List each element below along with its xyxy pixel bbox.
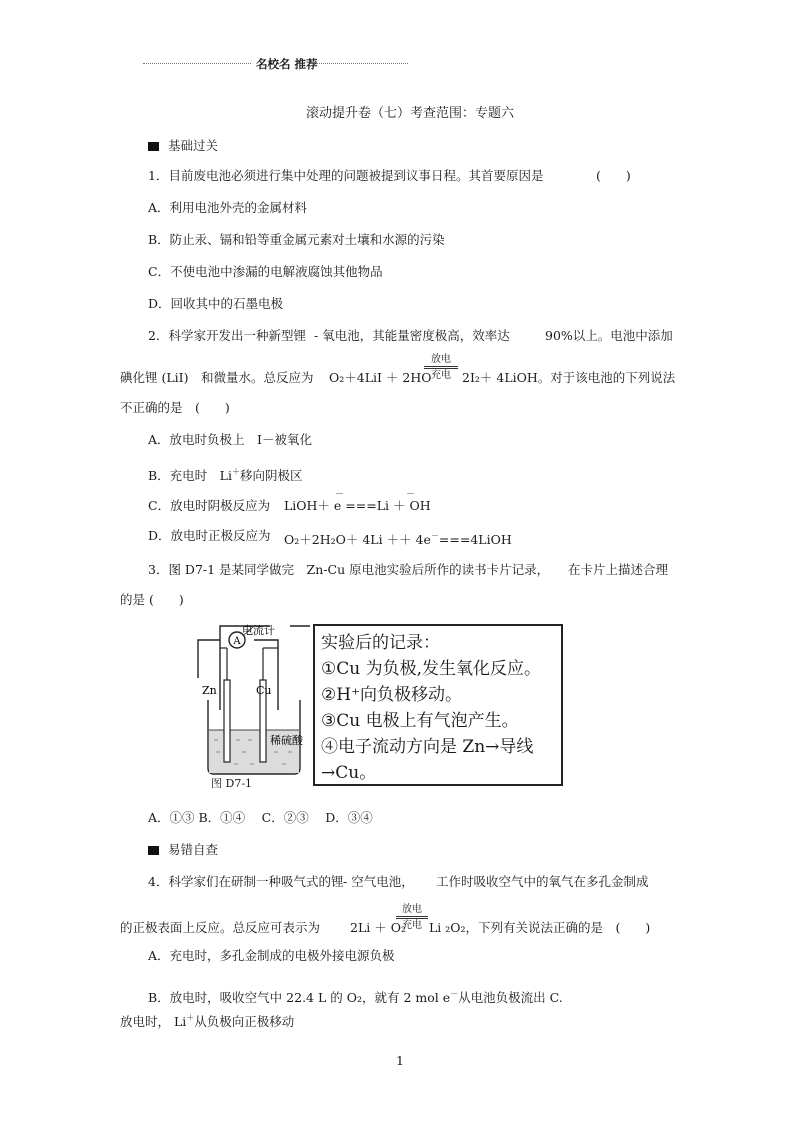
acid-label: 稀硫酸 xyxy=(270,734,303,747)
q2-line2-part1: 碘化锂 (LiI) 和微量水。总反应为 xyxy=(120,370,314,385)
q2-option-b-text1: B．充电时 Li xyxy=(148,468,232,483)
q2-line1-part2: - 氧电池，其能量密度极高，效率达 xyxy=(314,328,510,343)
q2-option-d-text1: O₂＋2H₂O＋ 4Li ＋＋ 4e xyxy=(284,532,431,547)
section-marker-icon xyxy=(148,142,159,151)
q4-line1-part1: 4．科学家们在研制一种吸气式的锂 xyxy=(148,874,344,889)
section-heading-error: 易错自查 xyxy=(168,842,219,857)
experiment-record-card xyxy=(313,624,563,786)
q2-option-b-text2: 移向阴极区 xyxy=(240,468,303,483)
q2-arrow-label-charge: 充电 xyxy=(431,370,451,381)
q4-arrow-label-discharge: 放电 xyxy=(402,904,422,915)
q4-reversible-arrow xyxy=(396,904,428,931)
q2-line1-part3: 90%以上。电池中添加 xyxy=(545,328,673,343)
q1-stem: 1．目前废电池必须进行集中处理的问题被提到议事日程。其首要原因是 xyxy=(148,168,544,183)
q4-option-b-sup: － xyxy=(450,989,459,998)
zn-label: Zn xyxy=(202,684,217,697)
q2-option-d-equation xyxy=(284,528,512,548)
ammeter-label: 电流计 xyxy=(242,624,275,637)
q4-option-c-text2: 从负极向正极移动 xyxy=(194,1014,295,1029)
q4-equation-right: Li ₂O₂，下列有关说法正确的是 ( ) xyxy=(429,920,651,935)
q4-option-c-sup: ＋ xyxy=(186,1013,195,1022)
q2-option-c-label: C．放电时阴极反应为 xyxy=(148,498,271,513)
q3-options: A．①③ B．①④ C．②③ D．③④ xyxy=(148,810,373,825)
q1-option-a: A．利用电池外壳的金属材料 xyxy=(148,200,308,215)
header-school-tag: 名校名 推荐 xyxy=(256,57,318,71)
q2-option-c-sup-oh: － xyxy=(406,490,416,500)
q3-line1-part1: 3．图 D7-1 是某同学做完 Zn-Cu 原电池实验后所作的读书卡片记录， xyxy=(148,562,550,577)
header-dotted-line-left xyxy=(143,63,251,64)
q2-reversible-arrow xyxy=(424,354,458,381)
zn-electrode xyxy=(224,680,230,762)
page-number: 1 xyxy=(396,1053,404,1068)
q4-equation-left: 2Li ＋ O₂ xyxy=(350,920,406,935)
q4-line1-part2: - 空气电池， xyxy=(343,874,414,889)
q3-line1-part2: 在卡片上描述合理 xyxy=(568,562,669,577)
q4-option-a: A．充电时，多孔金制成的电极外接电源负极 xyxy=(148,948,395,963)
card-line-4: ④电子流动方向是 Zn→导线 xyxy=(321,737,534,757)
q2-arrow-label-discharge: 放电 xyxy=(431,354,451,365)
q2-option-c-sup-e: － xyxy=(335,490,345,500)
q1-option-d: D．回收其中的石墨电极 xyxy=(148,296,284,311)
q4-option-b-text1: B．放电时，吸收空气中 22.4 L 的 O₂，就有 2 mol e xyxy=(148,990,451,1005)
q4-option-c-text1: 放电时， Li xyxy=(120,1014,187,1029)
q1-answer-paren: ( ) xyxy=(596,168,631,183)
q2-line1-part1: 2．科学家开发出一种新型锂 xyxy=(148,328,306,343)
q4-line1-part3: 工作时吸收空气中的氧气在多孔金制成 xyxy=(436,874,649,889)
q4-line2-part1: 的正极表面上反应。总反应可表示为 xyxy=(120,920,321,935)
q1-option-b: B．防止汞、镉和铅等重金属元素对土壤和水源的污染 xyxy=(148,232,445,247)
section-marker-icon xyxy=(148,846,159,855)
cu-label: Cu xyxy=(256,684,272,697)
q1-option-c: C．不使电池中渗漏的电解液腐蚀其他物品 xyxy=(148,264,383,279)
section-heading-basic: 基础过关 xyxy=(168,138,219,153)
q2-option-c-equation: LiOH＋ e ===Li ＋ OH xyxy=(284,498,431,513)
card-line-1: ①Cu 为负极,发生氧化反应。 xyxy=(321,659,542,679)
q2-option-d-text2: ===4LiOH xyxy=(438,532,512,547)
ammeter-symbol: A xyxy=(233,636,241,647)
q2-option-b-sup: ＋ xyxy=(232,467,240,476)
q2-line3: 不正确的是 ( ) xyxy=(120,400,230,415)
q2-option-d-label: D．放电时正极反应为 xyxy=(148,528,271,543)
q2-option-a: A．放电时负极上 I－被氧化 xyxy=(148,432,312,447)
card-line-title: 实验后的记录： xyxy=(321,633,440,653)
q3-line2: 的是 ( ) xyxy=(120,592,184,607)
q2-option-b xyxy=(148,464,303,484)
figure-caption: 图 D7-1 xyxy=(211,777,253,790)
q2-equation-left: O₂＋4LiI ＋ 2HO xyxy=(329,370,432,385)
page-title: 滚动提升卷（七）考查范围：专题六 xyxy=(306,106,515,121)
q4-option-b-text2: 从电池负极流出 C. xyxy=(458,990,563,1005)
galvanic-cell-figure xyxy=(190,618,310,788)
header-dotted-line-right xyxy=(316,63,408,64)
card-line-3: ③Cu 电极上有气泡产生。 xyxy=(321,711,519,731)
q4-option-c xyxy=(120,1010,294,1030)
q4-arrow-label-charge: 充电 xyxy=(402,920,422,931)
q2-equation-right: 2I₂＋ 4LiOH。对于该电池的下列说法 xyxy=(462,370,676,385)
card-line-5: →Cu。 xyxy=(321,763,377,783)
q4-option-b xyxy=(148,986,563,1006)
card-line-2: ②H⁺向负极移动。 xyxy=(321,685,463,705)
q2-option-d-sup: － xyxy=(430,531,439,540)
